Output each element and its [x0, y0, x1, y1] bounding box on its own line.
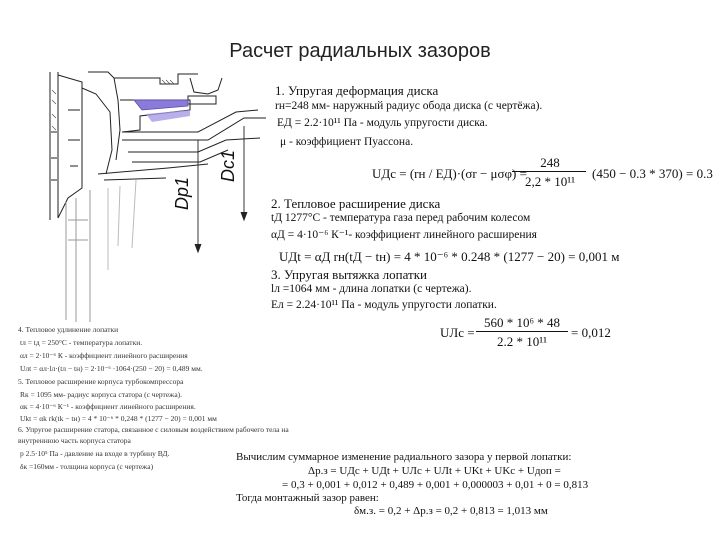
section-3-heading: 3. Упругая вытяжка лопатки [271, 267, 427, 282]
formula-1-numerator: 248 [540, 155, 560, 170]
section-1-outer-radius: rн=248 мм- наружный радиус обода диска (с чертёжа). [275, 100, 543, 112]
left-line-2: tл = tд = 250°С - температура лопатки. [20, 338, 143, 347]
section-2-temperature: tД 1277°С - температура газа перед рабочим колесом [271, 212, 531, 224]
left-line-8: Ukt = αk rk(tk − tн) = 4 * 10⁻⁶ * 0,248 * (1277 − 20) = 0,001 мм [20, 414, 217, 423]
formula-1-denominator: 2,2 * 10¹¹ [524, 174, 576, 189]
section-2-alpha: αД = 4·10⁻⁶ К⁻¹- коэффициент линейного расширения [271, 229, 537, 241]
section-3-blade-length: lл =1064 мм - длина лопатки (с чертежа). [271, 283, 472, 295]
summary-sum-line-2: = 0,3 + 0,001 + 0,012 + 0,489 + 0,001 + 0,000003 + 0,01 + 0 = 0,813 [282, 479, 589, 491]
left-line-10: внутреннюю часть корпуса статора [18, 436, 131, 445]
formula-3-denominator: 2.2 * 10¹¹ [496, 334, 548, 349]
formula-3-left: UЛc = [440, 325, 475, 340]
left-line-5: 5. Тепловое расширение корпуса турбокомпрессора [18, 377, 184, 386]
left-line-3: αл = 2·10⁻⁶ К - коэффициент линейного расширения [20, 351, 188, 360]
section-1-poisson: μ - коэффициент Пуассона. [280, 136, 414, 148]
formula-3-right: = 0,012 [571, 325, 611, 340]
dimension-label-dc1: Dc1 [218, 149, 238, 182]
section-3-elastic-modulus: Eл = 2.24·10¹¹ Па - модуль упругости лопатки. [271, 299, 497, 311]
left-line-6: Rк = 1095 мм- радиус корпуса статора (с чертежа). [20, 390, 183, 399]
summary-result: δм.з. = 0,2 + Δр.з = 0,2 + 0,813 = 1,013 мм [354, 505, 548, 517]
section-2-formula: UДt = αД rн(tД − tн) = 4 * 10⁻⁶ * 0.248 * (1277 − 20) = 0,001 м [279, 249, 620, 264]
left-line-9: 6. Упругое расширение статора, связанное с силовым воздействием рабочего тела на [18, 425, 289, 434]
formula-3-numerator: 560 * 10⁶ * 48 [483, 315, 561, 330]
left-line-1: 4. Тепловое удлинение лопатки [18, 325, 119, 334]
formula-1-left: UДc = (rн / EД)·(σr − μσφ) = [372, 166, 527, 181]
left-line-11: p 2.5·10⁵ Па - давление на входе в турбину ВД. [20, 449, 170, 458]
left-line-4: Uлt = αл·lл·(tл − tн) = 2·10⁻⁶ ·1064·(250 − 20) = 0,489 мм. [20, 364, 203, 373]
summary-sum-line-1: Δр.з = UДc + UДt + UЛc + UЛt + UKt + UKc + Uдоп = [308, 465, 561, 477]
summary-mount-label: Тогда монтажный зазор равен: [236, 492, 379, 504]
summary-intro: Вычислим суммарное изменение радиального зазора у первой лопатки: [236, 451, 572, 463]
left-line-7: αк = 4·10⁻⁶ К⁻¹ - коэффициент линейного расширения. [20, 402, 196, 411]
formula-1-fraction-bar [512, 171, 586, 172]
section-2-heading: 2. Тепловое расширение диска [271, 196, 441, 211]
left-line-12: δк =160мм - толщина корпуса (с чертежа) [20, 462, 154, 471]
formula-1-right: (450 − 0.3 * 370) = 0.3 [592, 166, 713, 181]
dimension-label-dp1: Dp1 [172, 176, 192, 210]
section-1-elastic-modulus: EД = 2.2·10¹¹ Па - модуль упругости диска. [277, 117, 488, 129]
turbine-section-drawing [48, 70, 270, 322]
formula-3-fraction-bar [476, 331, 568, 332]
section-1-heading: 1. Упругая деформация диска [275, 83, 439, 98]
slide-title: Расчет радиальных зазоров [229, 40, 491, 62]
